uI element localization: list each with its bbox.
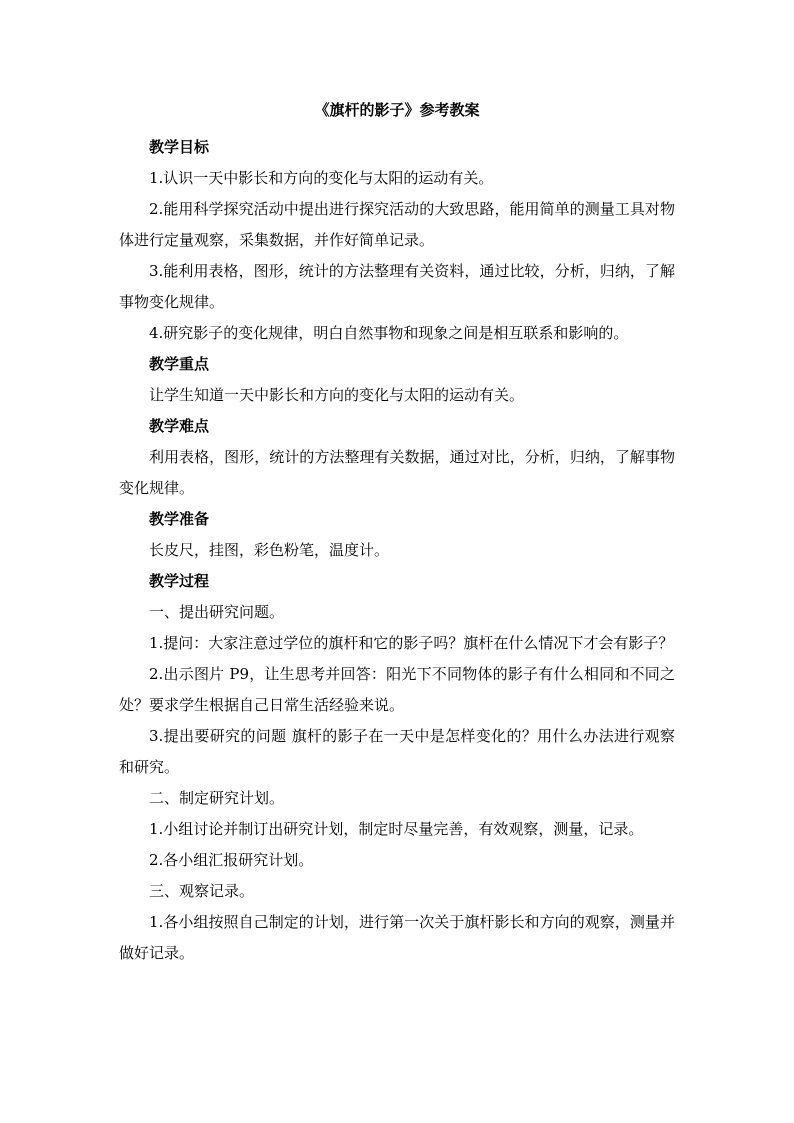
preparation-heading: 教学准备 bbox=[149, 510, 210, 528]
difficulties-text: 利用表格，图形，统计的方法整理有关数据，通过对比，分析，归纳，了解事物变化规律。 bbox=[119, 448, 675, 497]
document-title: 《旗杆的影子》参考教案 bbox=[314, 101, 480, 119]
process-heading: 教学过程 bbox=[149, 572, 210, 590]
process-part2-item-2: 2.各小组汇报研究计划。 bbox=[149, 851, 314, 869]
key-points-heading: 教学重点 bbox=[149, 355, 210, 373]
process-part3-item-1: 1.各小组按照自己制定的计划，进行第一次关于旗杆影长和方向的观察，测量并做好记录。 bbox=[119, 913, 675, 962]
process-part2-heading: 二、制定研究计划。 bbox=[149, 789, 285, 807]
goals-heading: 教学目标 bbox=[149, 138, 210, 156]
goals-item-2: 2.能用科学探究活动中提出进行探究活动的大致思路，能用简单的测量工具对物体进行定量观察，采集数据，并作好简单记录。 bbox=[119, 200, 675, 249]
process-part3-heading: 三、观察记录。 bbox=[149, 882, 255, 900]
preparation-text: 长皮尺，挂图，彩色粉笔，温度计。 bbox=[149, 541, 390, 559]
process-part1-item-3: 3.提出要研究的问题 旗杆的影子在一天中是怎样变化的？用什么办法进行观察和研究。 bbox=[119, 727, 675, 776]
goals-item-1: 1.认识一天中影长和方向的变化与太阳的运动有关。 bbox=[149, 169, 494, 187]
key-points-text: 让学生知道一天中影长和方向的变化与太阳的运动有关。 bbox=[149, 386, 525, 404]
process-part1-item-2: 2.出示图片 P9，让生思考并回答：阳光下不同物体的影子有什么相同和不同之处？要求学生根据自己日常生活经验来说。 bbox=[119, 665, 675, 714]
process-part1-heading: 一、提出研究问题。 bbox=[149, 603, 285, 621]
process-part2-item-1: 1.小组讨论并制订出研究计划，制定时尽量完善，有效观察，测量，记录。 bbox=[149, 820, 644, 838]
goals-item-4: 4.研究影子的变化规律，明白自然事物和现象之间是相互联系和影响的。 bbox=[149, 324, 629, 342]
goals-item-3: 3.能利用表格，图形，统计的方法整理有关资料，通过比较，分析，归纳，了解事物变化规律。 bbox=[119, 262, 675, 311]
process-part1-item-1: 1.提问：大家注意过学位的旗杆和它的影子吗？旗杆在什么情况下才会有影子？ bbox=[149, 634, 674, 652]
document-page bbox=[119, 100, 675, 969]
difficulties-heading: 教学难点 bbox=[149, 417, 210, 435]
